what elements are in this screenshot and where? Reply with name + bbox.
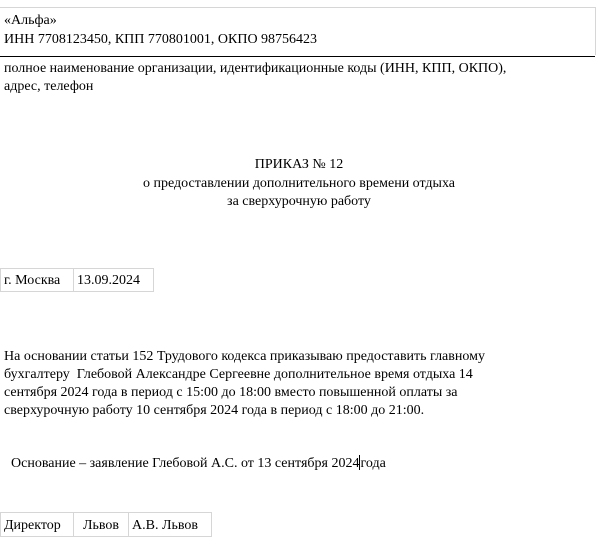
organization-caption-line-2: адрес, телефон [4,79,94,94]
body-line-4: сверхурочную работу 10 сентября 2024 года в период с 18:00 до 21:00. [4,403,425,418]
signature-position: Директор [4,518,61,533]
organization-codes: ИНН 7708123450, КПП 770801001, ОКПО 98756423 [4,32,318,47]
signatory-name: А.В. Львов [132,518,198,533]
order-subtitle-line-1: о предоставлении дополнительного времени отдыха [143,176,455,191]
signature-text: Львов [82,518,119,533]
organization-underline [0,56,595,57]
basis-line[interactable] [4,438,386,472]
basis-text: Основание – заявление Глебовой А.С. от 13 сентября 2024 [11,456,360,471]
date-cell [73,268,154,292]
signatory-name-cell [128,512,212,537]
body-line-1: На основании статьи 152 Трудового кодекса приказываю предоставить главному [4,349,485,364]
date-text: 13.09.2024 [77,273,140,288]
basis-text-end: года [360,456,386,471]
body-line-2: бухгалтеру Глебовой Александре Сергеевне дополнительное время отдыха 14 [4,367,473,382]
signature-position-cell [0,512,74,537]
order-title: ПРИКАЗ № 12 [254,157,344,172]
city-cell [0,268,74,292]
body-line-3: сентября 2024 года в период с 15:00 до 18:00 вместо повышенной оплаты за [4,385,458,400]
organization-name: «Альфа» [4,13,57,28]
order-subtitle-line-2: за сверхурочную работу [227,194,371,209]
city-text: г. Москва [4,273,61,288]
organization-caption-line-1: полное наименование организации, идентификационные коды (ИНН, КПП, ОКПО), [4,61,507,76]
signature-cell [73,512,129,537]
